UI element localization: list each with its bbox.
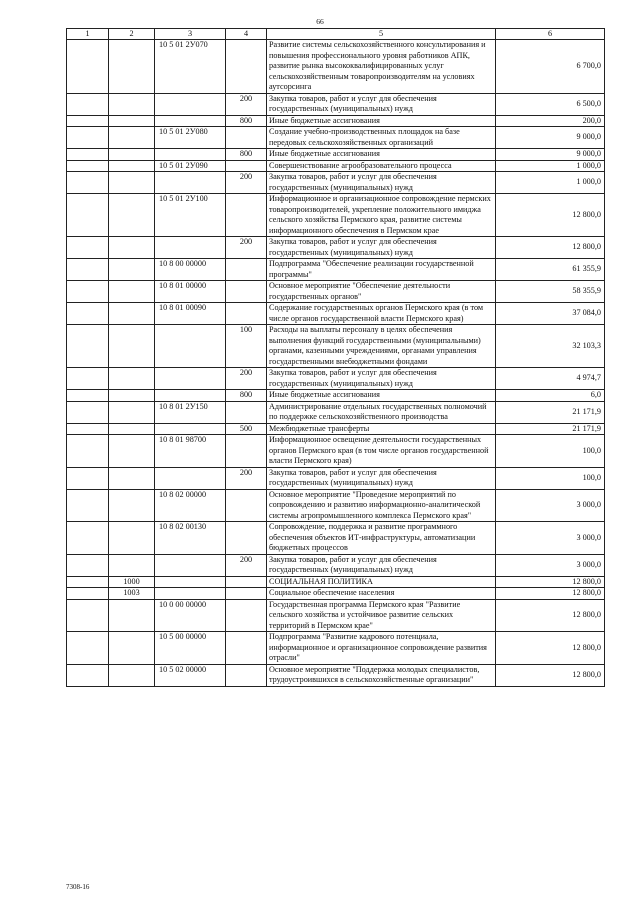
subsection-cell: [109, 554, 155, 576]
subsection-cell: [109, 259, 155, 281]
section-cell: [67, 522, 109, 555]
target-code-cell: 10 8 02 00130: [155, 522, 226, 555]
description-cell: Межбюджетные трансферты: [267, 423, 496, 435]
subsection-cell: [109, 127, 155, 149]
subsection-cell: [109, 664, 155, 686]
amount-cell: 9 000,0: [496, 149, 605, 161]
description-cell: Иные бюджетные ассигнования: [267, 390, 496, 402]
target-code-cell: [155, 390, 226, 402]
subsection-cell: [109, 93, 155, 115]
target-code-cell: [155, 149, 226, 161]
expense-type-cell: [226, 489, 267, 522]
description-cell: СОЦИАЛЬНАЯ ПОЛИТИКА: [267, 576, 496, 588]
amount-cell: 58 355,9: [496, 281, 605, 303]
subsection-cell: [109, 401, 155, 423]
section-cell: [67, 194, 109, 237]
subsection-cell: [109, 522, 155, 555]
subsection-cell: 1000: [109, 576, 155, 588]
description-cell: Закупка товаров, работ и услуг для обеспечения государственных (муниципальных) нужд: [267, 237, 496, 259]
expense-type-cell: [226, 632, 267, 665]
subsection-cell: [109, 237, 155, 259]
column-header-row: [67, 29, 605, 40]
target-code-cell: [155, 115, 226, 127]
description-cell: Информационное освещение деятельности государственных органов Пермского края (в том числе органов государственной власти Пермского края): [267, 435, 496, 468]
expense-type-cell: 200: [226, 93, 267, 115]
expense-type-cell: [226, 259, 267, 281]
description-cell: Закупка товаров, работ и услуг для обеспечения государственных (муниципальных) нужд: [267, 554, 496, 576]
section-cell: [67, 303, 109, 325]
description-cell: Сопровождение, поддержка и развитие программного обеспечения объектов ИТ-инфраструктуры, автоматизации бюджетных процессов: [267, 522, 496, 555]
target-code-cell: 10 5 01 2У100: [155, 194, 226, 237]
amount-cell: 100,0: [496, 435, 605, 468]
target-code-cell: 10 8 01 00000: [155, 281, 226, 303]
expense-type-cell: 800: [226, 149, 267, 161]
target-code-cell: 10 0 00 00000: [155, 599, 226, 632]
expense-type-cell: [226, 401, 267, 423]
table-row: [67, 368, 605, 390]
expense-type-cell: [226, 281, 267, 303]
column-header-2: 2: [109, 29, 155, 40]
amount-cell: 200,0: [496, 115, 605, 127]
table-row: [67, 93, 605, 115]
amount-cell: 21 171,9: [496, 401, 605, 423]
description-cell: Основное мероприятие "Обеспечение деятельности государственных органов": [267, 281, 496, 303]
expense-type-cell: 100: [226, 325, 267, 368]
section-cell: [67, 172, 109, 194]
description-cell: Создание учебно-производственных площадок на базе передовых сельскохозяйственных организаций: [267, 127, 496, 149]
table-row: [67, 303, 605, 325]
target-code-cell: [155, 172, 226, 194]
table-row: [67, 194, 605, 237]
target-code-cell: 10 5 02 00000: [155, 664, 226, 686]
amount-cell: 12 800,0: [496, 664, 605, 686]
subsection-cell: [109, 40, 155, 94]
table-row: [67, 554, 605, 576]
amount-cell: 3 000,0: [496, 522, 605, 555]
expense-type-cell: [226, 160, 267, 172]
section-cell: [67, 467, 109, 489]
section-cell: [67, 588, 109, 600]
amount-cell: 1 000,0: [496, 160, 605, 172]
expense-type-cell: 200: [226, 467, 267, 489]
target-code-cell: [155, 588, 226, 600]
subsection-cell: [109, 115, 155, 127]
expense-type-cell: 200: [226, 172, 267, 194]
amount-cell: 6 700,0: [496, 40, 605, 94]
amount-cell: 6 500,0: [496, 93, 605, 115]
target-code-cell: [155, 554, 226, 576]
document-code: 7308-16: [66, 883, 90, 891]
column-header-3: 3: [155, 29, 226, 40]
subsection-cell: [109, 435, 155, 468]
section-cell: [67, 127, 109, 149]
expense-type-cell: 200: [226, 554, 267, 576]
section-cell: [67, 149, 109, 161]
table-row: [67, 172, 605, 194]
section-cell: [67, 423, 109, 435]
amount-cell: 12 800,0: [496, 588, 605, 600]
expense-type-cell: 200: [226, 368, 267, 390]
subsection-cell: [109, 368, 155, 390]
section-cell: [67, 664, 109, 686]
description-cell: Совершенствование агрообразовательного процесса: [267, 160, 496, 172]
target-code-cell: [155, 325, 226, 368]
subsection-cell: [109, 325, 155, 368]
section-cell: [67, 325, 109, 368]
section-cell: [67, 435, 109, 468]
target-code-cell: [155, 237, 226, 259]
description-cell: Закупка товаров, работ и услуг для обеспечения государственных (муниципальных) нужд: [267, 467, 496, 489]
table-row: [67, 576, 605, 588]
column-header-4: 4: [226, 29, 267, 40]
subsection-cell: [109, 194, 155, 237]
target-code-cell: 10 8 01 2У150: [155, 401, 226, 423]
target-code-cell: [155, 576, 226, 588]
table-row: [67, 160, 605, 172]
description-cell: Иные бюджетные ассигнования: [267, 115, 496, 127]
amount-cell: 32 103,3: [496, 325, 605, 368]
description-cell: Подпрограмма "Обеспечение реализации государственной программы": [267, 259, 496, 281]
amount-cell: 12 800,0: [496, 599, 605, 632]
amount-cell: 3 000,0: [496, 489, 605, 522]
table-row: [67, 237, 605, 259]
expense-type-cell: [226, 303, 267, 325]
target-code-cell: 10 5 01 2У080: [155, 127, 226, 149]
target-code-cell: [155, 467, 226, 489]
target-code-cell: [155, 368, 226, 390]
target-code-cell: 10 5 00 00000: [155, 632, 226, 665]
expense-type-cell: [226, 522, 267, 555]
description-cell: Содержание государственных органов Пермского края (в том числе органов государственной власти Пермского края): [267, 303, 496, 325]
expense-type-cell: [226, 40, 267, 94]
table-row: [67, 588, 605, 600]
description-cell: Информационное и организационное сопровождение пермских товаропроизводителей, укрепление положительного имиджа сельского хозяйства Пермского края, развитие системы информационного обеспечения в Пермском крае: [267, 194, 496, 237]
amount-cell: 6,0: [496, 390, 605, 402]
table-row: [67, 259, 605, 281]
expense-type-cell: 800: [226, 115, 267, 127]
column-header-5: 5: [267, 29, 496, 40]
description-cell: Государственная программа Пермского края "Развитие сельского хозяйства и устойчивое развитие сельских территорий в Пермском крае": [267, 599, 496, 632]
description-cell: Закупка товаров, работ и услуг для обеспечения государственных (муниципальных) нужд: [267, 368, 496, 390]
target-code-cell: 10 8 01 98700: [155, 435, 226, 468]
target-code-cell: 10 8 02 00000: [155, 489, 226, 522]
subsection-cell: [109, 281, 155, 303]
target-code-cell: [155, 423, 226, 435]
amount-cell: 12 800,0: [496, 237, 605, 259]
section-cell: [67, 259, 109, 281]
target-code-cell: 10 8 01 00090: [155, 303, 226, 325]
amount-cell: 4 974,7: [496, 368, 605, 390]
section-cell: [67, 489, 109, 522]
amount-cell: 12 800,0: [496, 576, 605, 588]
amount-cell: 37 084,0: [496, 303, 605, 325]
description-cell: Закупка товаров, работ и услуг для обеспечения государственных (муниципальных) нужд: [267, 172, 496, 194]
description-cell: Администрирование отдельных государственных полномочий по поддержке сельскохозяйственного производства: [267, 401, 496, 423]
subsection-cell: [109, 599, 155, 632]
expense-type-cell: 800: [226, 390, 267, 402]
section-cell: [67, 40, 109, 94]
description-cell: Основное мероприятие "Поддержка молодых специалистов, трудоустроившихся в сельскохозяйственные организации": [267, 664, 496, 686]
amount-cell: 12 800,0: [496, 632, 605, 665]
subsection-cell: [109, 632, 155, 665]
table-row: [67, 599, 605, 632]
amount-cell: 12 800,0: [496, 194, 605, 237]
target-code-cell: [155, 93, 226, 115]
description-cell: Расходы на выплаты персоналу в целях обеспечения выполнения функций государственными (муниципальными) органами, казенными учреждениями, органами управления государственными внебюджетными фондами: [267, 325, 496, 368]
description-cell: Социальное обеспечение населения: [267, 588, 496, 600]
target-code-cell: 10 8 00 00000: [155, 259, 226, 281]
section-cell: [67, 401, 109, 423]
section-cell: [67, 237, 109, 259]
table-row: [67, 522, 605, 555]
amount-cell: 9 000,0: [496, 127, 605, 149]
section-cell: [67, 281, 109, 303]
expense-type-cell: [226, 664, 267, 686]
description-cell: Иные бюджетные ассигнования: [267, 149, 496, 161]
expense-type-cell: [226, 435, 267, 468]
section-cell: [67, 554, 109, 576]
section-cell: [67, 115, 109, 127]
table-row: [67, 632, 605, 665]
table-row: [67, 435, 605, 468]
budget-table: [66, 28, 605, 687]
section-cell: [67, 632, 109, 665]
amount-cell: 3 000,0: [496, 554, 605, 576]
table-row: [67, 401, 605, 423]
target-code-cell: 10 5 01 2У090: [155, 160, 226, 172]
table-row: [67, 390, 605, 402]
expense-type-cell: [226, 588, 267, 600]
table-row: [67, 423, 605, 435]
description-cell: Развитие системы сельскохозяйственного консультирования и повышения профессионального уровня работников АПК, развитие рынка высококвалифицированных услуг сельскохозяйственным товаропроизводителям на условиях аутсорсинга: [267, 40, 496, 94]
section-cell: [67, 599, 109, 632]
subsection-cell: [109, 423, 155, 435]
target-code-cell: 10 5 01 2У070: [155, 40, 226, 94]
expense-type-cell: [226, 599, 267, 632]
page-number: 66: [316, 17, 324, 26]
table-row: [67, 489, 605, 522]
column-header-1: 1: [67, 29, 109, 40]
table-row: [67, 40, 605, 94]
subsection-cell: [109, 160, 155, 172]
table-row: [67, 325, 605, 368]
description-cell: Основное мероприятие "Проведение мероприятий по сопровождению и развитию информационно-аналитической системы агропромышленного комплекса Пермского края": [267, 489, 496, 522]
expense-type-cell: 200: [226, 237, 267, 259]
table-row: [67, 467, 605, 489]
section-cell: [67, 368, 109, 390]
amount-cell: 61 355,9: [496, 259, 605, 281]
section-cell: [67, 390, 109, 402]
subsection-cell: [109, 149, 155, 161]
description-cell: Закупка товаров, работ и услуг для обеспечения государственных (муниципальных) нужд: [267, 93, 496, 115]
expense-type-cell: [226, 576, 267, 588]
amount-cell: 1 000,0: [496, 172, 605, 194]
subsection-cell: [109, 303, 155, 325]
table-row: [67, 115, 605, 127]
description-cell: Подпрограмма "Развитие кадрового потенциала, информационное и организационное сопровождение развития отрасли": [267, 632, 496, 665]
subsection-cell: 1003: [109, 588, 155, 600]
expense-type-cell: [226, 127, 267, 149]
table-row: [67, 127, 605, 149]
table-row: [67, 664, 605, 686]
section-cell: [67, 93, 109, 115]
subsection-cell: [109, 390, 155, 402]
amount-cell: 21 171,9: [496, 423, 605, 435]
subsection-cell: [109, 467, 155, 489]
subsection-cell: [109, 489, 155, 522]
table-row: [67, 281, 605, 303]
section-cell: [67, 160, 109, 172]
expense-type-cell: [226, 194, 267, 237]
subsection-cell: [109, 172, 155, 194]
expense-type-cell: 500: [226, 423, 267, 435]
column-header-6: 6: [496, 29, 605, 40]
amount-cell: 100,0: [496, 467, 605, 489]
table-row: [67, 149, 605, 161]
section-cell: [67, 576, 109, 588]
